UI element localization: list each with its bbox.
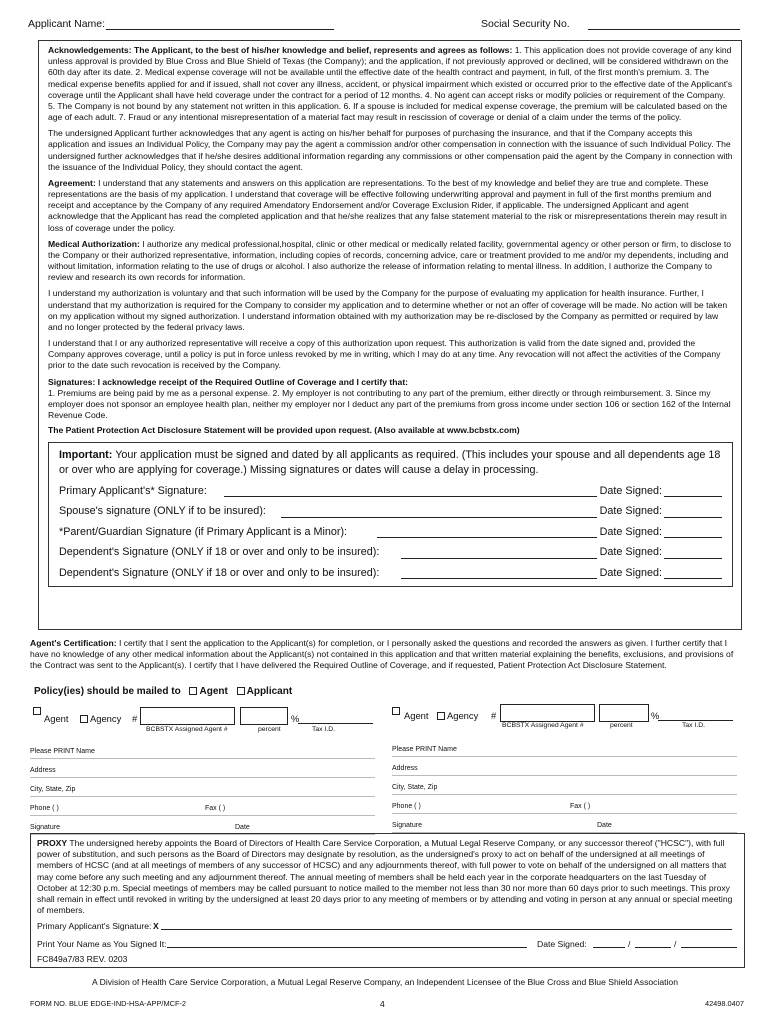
acknowledgements-section [48, 45, 733, 123]
date-signed-line[interactable] [664, 578, 722, 579]
header [28, 18, 740, 32]
applicant-name-label: Applicant Name: [28, 18, 106, 30]
acknowledgements-para2: The undersigned Applicant further acknowledges that any agent is acting on his/her behalf for purposes of purchasing the insurance, and that if the Company accepts this application and issues an Individual Policy, the Company may pay the agent a commission and/or other compensation in connection with the issuance of such Individual Policy. The undersigned further acknowledges that if he/she desires additional information regarding any commissions or other compensation paid the agent by the Company in connection with the issuance of the Individual Policy, they should contact the agent. [48, 128, 733, 172]
city-label: City, State, Zip [392, 783, 438, 791]
ssn-field[interactable] [588, 20, 740, 30]
agency-label: Agency [447, 710, 479, 721]
agent-number-box[interactable] [500, 704, 595, 722]
number-sign: # [132, 713, 138, 724]
form-number: FORM NO. BLUE EDGE-IND-HSA-APP/MCF-2 [30, 999, 187, 1008]
medical-text: I authorize any medical professional,hospital, clinic or other medical or medically related facility, governmental agency or other person or firm, to disclose to the Company or their authorized representative, information, including copies of records, concerning advice, care or treatment provided to me and/or my dependents, including and without limitation, information relating to the use of drugs or alcohol. I also authorize the release of information relating to mental illness. In addition, I authorize the Company to review and research its own records for information. [48, 238, 732, 283]
agency-checkbox[interactable] [437, 712, 445, 720]
print-name-field[interactable] [30, 740, 375, 759]
agent-date-label: Date [597, 821, 612, 829]
date-signed-label: Date Signed: [599, 505, 662, 518]
signatures-text: 1. Premiums are being paid by me as a personal expense. 2. My employer is not contributing to any part of the premium, either directly or through reimbursement. 3. Since my employer does not sponsor an employee health plan, neither my employer nor I deduct any part of the premiums from gross income under section 106 or section 162 of the Internal Revenue Code. [48, 387, 731, 421]
phone-fax-field[interactable] [392, 795, 737, 814]
agent-label: Agent [404, 710, 429, 721]
signature-label: Primary Applicant's* Signature: [59, 484, 207, 497]
proxy-code: FC849a7/83 REV. 0203 [37, 954, 128, 965]
percent-box[interactable] [240, 707, 288, 725]
proxy-date-label: Date Signed: [537, 939, 587, 950]
agent-cert-title: Agent's Certification: [30, 638, 117, 648]
terms-box [38, 40, 742, 630]
date-slash: / [628, 939, 631, 950]
agency-checkbox[interactable] [80, 715, 88, 723]
proxy-date-day[interactable] [635, 947, 671, 948]
signature-line[interactable] [401, 578, 597, 579]
important-title: Important: [59, 448, 113, 461]
agent-cert-text: I certify that I sent the application to the Applicant(s) for completion, or I personally asked the questions and recorded the answers as given. I further certify that I have no knowledge of any other medical information about the Applicant(s) not contained in this application and that written material explaining the benefits, exclusions, and provisions of the Contract was sent to the Applicant(s). I certify that I have delivered the Required Outline of Coverage, and if requested, Patient Protection Act Disclosure Statement. [30, 638, 734, 671]
signature-row [59, 501, 722, 522]
proxy-box [30, 833, 745, 968]
city-field[interactable] [30, 778, 375, 797]
agent-info-right [392, 705, 737, 833]
ssn-label: Social Security No. [481, 18, 570, 30]
proxy-date-month[interactable] [593, 947, 625, 948]
proxy-text [37, 838, 738, 916]
agent-certification [30, 638, 745, 672]
address-field[interactable] [392, 757, 737, 776]
acknowledgements-title: Acknowledgements: The Applicant, to the best of his/her knowledge and belief, represents and agrees as follows: [48, 45, 513, 55]
proxy-signature-x: X [153, 921, 159, 932]
address-label: Address [30, 766, 56, 774]
important-notice [59, 448, 722, 479]
agent-number-box[interactable] [140, 707, 235, 725]
medical-para2: I understand my authorization is voluntary and that such information will be used by the Company for the purpose of evaluating my application for health insurance. Further, I understand that my authorization is required for the Company to consider my application and to determine whether or not an offer of coverage will be made. No action will be taken on my application without my signed authorization. I understand information obtained with my authorization may be re-disclosed by the Company as permitted or required by law and no longer protected by the federal privacy laws. [48, 288, 728, 332]
signature-line[interactable] [281, 517, 597, 518]
acknowledgements-text: 1. This application does not provide coverage of any kind unless approval is provided by Blue Cross and Blue Shield of Texas (the Company); and the application, if not previously approved or declined, will be considered withdrawn on the 60th day after its date. 2. Medical expense coverage will not be available until the effective date of the health contract and payment, in full, of the first month's premium. 3. The medical expense benefits applied for and if issued, shall not cover any illness, accident, or physical impairment which existed or occurred prior to the effective date of the Applicant's coverage until the Applicant shall have held coverage under the contract for a period of 12 months. 4. No agent can accept risks or modify policies or requirement of the Company. 5. The Company is not bound by any statement not written in this application. 6. If a spouse is included for medical expense coverage, the premium will be calculated based on the age of each adult. 7. Fraud or any intentional misrepresentation of a material fact may result in rescission of coverage or denial of a claim under the terms of the policy. [48, 45, 733, 123]
print-name-label: Please PRINT Name [392, 745, 457, 753]
city-field[interactable] [392, 776, 737, 795]
proxy-title: PROXY [37, 838, 68, 848]
print-name-field[interactable] [392, 738, 737, 757]
proxy-print-label: Print Your Name as You Signed It: [37, 939, 167, 950]
phone-label: Phone ( ) [30, 804, 59, 812]
footer-division: A Division of Health Care Service Corporation, a Mutual Legal Reserve Company, an Independent Licensee of the Blue Cross and Blue Shield Association [92, 977, 678, 987]
agent-checkbox[interactable] [33, 707, 41, 715]
agent-info-left [30, 705, 375, 835]
signature-label: *Parent/Guardian Signature (if Primary Applicant is a Minor): [59, 525, 348, 538]
proxy-signature-row [37, 916, 738, 934]
proxy-signature-label: Primary Applicant's Signature: [37, 921, 152, 932]
signatures-title: Signatures: I acknowledge receipt of the Required Outline of Coverage and I certify that: [48, 376, 409, 387]
agent-date-label: Date [235, 823, 250, 831]
agent-id-captions [30, 726, 375, 740]
signature-line[interactable] [401, 558, 597, 559]
signature-row [59, 481, 722, 502]
date-signed-line[interactable] [664, 517, 722, 518]
tax-id-caption: Tax I.D. [682, 722, 706, 729]
percent-box[interactable] [599, 704, 649, 722]
mail-to-agent-checkbox[interactable] [189, 687, 197, 695]
mail-to-selector [34, 685, 292, 698]
proxy-print-row [37, 934, 738, 952]
signature-date-field[interactable] [392, 814, 737, 833]
signature-row [59, 522, 722, 543]
address-label: Address [392, 764, 418, 772]
medical-title: Medical Authorization: [48, 238, 140, 249]
agreement-title: Agreement: [48, 177, 96, 188]
mail-to-label: Policy(ies) should be mailed to [34, 686, 181, 697]
number-sign: # [491, 710, 497, 721]
percent-caption: percent [258, 726, 281, 733]
tax-id-line[interactable] [658, 720, 733, 721]
date-signed-line[interactable] [664, 537, 722, 538]
address-field[interactable] [30, 759, 375, 778]
signatures-section [48, 377, 733, 422]
date-signed-label: Date Signed: [599, 546, 662, 559]
agreement-section [48, 178, 733, 234]
mail-to-applicant-label: Applicant [246, 686, 293, 697]
print-name-label: Please PRINT Name [30, 747, 95, 755]
important-text: Your application must be signed and dated by all applicants as required. (This includes your spouse and all dependents age 18 or over who are applying for coverage.) Missing signatures or dates will cause a delay in processing. [59, 448, 721, 477]
fax-label: Fax ( ) [205, 804, 226, 812]
city-label: City, State, Zip [30, 785, 76, 793]
date-signed-line[interactable] [664, 496, 722, 497]
fax-label: Fax ( ) [570, 802, 591, 810]
signature-label: Dependent's Signature (ONLY if 18 or over and only to be insured): [59, 566, 380, 579]
document-code: 42498.0407 [704, 999, 744, 1008]
date-signed-label: Date Signed: [599, 525, 662, 538]
signature-line[interactable] [377, 537, 597, 538]
medical-para3: I understand that I or any authorized representative will receive a copy of this authorization upon request. This authorization is valid from the date signed and, provided the Company approves coverage, until a policy is put in force unless revoked by me in writing, which I may do at any time. Any revocation will not affect the activities of the Company prior to the date such revocation is received by the Company. [48, 338, 721, 371]
percent-sign: % [651, 710, 660, 721]
signature-label: Dependent's Signature (ONLY if 18 or over and only to be insured): [59, 546, 380, 559]
tax-id-caption: Tax I.D. [312, 726, 336, 733]
page-number: 4 [380, 999, 385, 1009]
agent-label: Agent [44, 713, 69, 724]
applicant-name-field[interactable] [106, 20, 334, 30]
agent-id-captions [392, 722, 737, 738]
proxy-date-year[interactable] [681, 947, 737, 948]
medical-authorization-section [48, 239, 733, 284]
phone-fax-field[interactable] [30, 797, 375, 816]
agent-checkbox[interactable] [392, 707, 400, 715]
signature-row [59, 542, 722, 563]
agent-signature-label: Signature [30, 823, 60, 831]
signature-line[interactable] [224, 496, 597, 497]
signature-row [59, 563, 722, 584]
ppaca-statement: The Patient Protection Act Disclosure Statement will be provided upon request. (Also available at www.bcbstx.com) [48, 425, 520, 436]
agreement-text: I understand that any statements and answers on this application are representations. To the best of my knowledge and belief they are true and complete. These representations are the basis of my application. I understand that coverage will be effective following underwriting approval and payment in full of the first months premium and receipt and acceptance by the Company of any required Amendatory Endorsement and/or Coverage Exclusion Rider, if applicable. The undersigned Applicant and agent acknowledge that the Applicant has read the completed application and that he/she realizes that any false statement material to the risk or misrepresentations therein may result in loss of coverage under the policy. [48, 177, 727, 233]
assigned-agent-caption: BCBSTX Assigned Agent # [502, 722, 584, 729]
important-box [48, 442, 733, 587]
date-signed-label: Date Signed: [599, 484, 662, 497]
percent-caption: percent [610, 722, 633, 729]
proxy-signature-line[interactable] [161, 929, 732, 930]
mail-to-applicant-checkbox[interactable] [237, 687, 245, 695]
agent-signature-label: Signature [392, 821, 422, 829]
tax-id-line[interactable] [298, 723, 373, 724]
date-signed-line[interactable] [664, 558, 722, 559]
proxy-print-line[interactable] [167, 947, 527, 948]
date-slash: / [674, 939, 677, 950]
date-signed-label: Date Signed: [599, 566, 662, 579]
assigned-agent-caption: BCBSTX Assigned Agent # [146, 726, 228, 733]
phone-label: Phone ( ) [392, 802, 421, 810]
agency-label: Agency [90, 713, 122, 724]
mail-to-agent-label: Agent [199, 686, 228, 697]
signature-label: Spouse's signature (ONLY if to be insured): [59, 505, 266, 518]
percent-sign: % [291, 713, 300, 724]
proxy-body: The undersigned hereby appoints the Board of Directors of Health Care Service Corporation, a Mutual Legal Reserve Company, or any successor thereof ("HCSC"), with full power of substitution, and such persons as the Board of Directors may designate by resolution, as the undersigned's proxy to act on behalf of the undersigned at all meetings of members of HCSC (and at all meetings of members of any successor of HCSC) and any adjournments thereof, with full power to vote on behalf of the undersigned on all matters that may come before any such meeting and any adjournment thereof. The annual meeting of members shall be held each year in the corporate headquarters on the last Tuesday of October at 12:30 p.m. Special meetings of members may be called pursuant to notice mailed to the member not less than 30 nor more than 60 days prior to such meetings. This proxy shall remain in effect until revoked in writing by the undersigned at least 20 days prior to any meeting of members or by attending and voting in person at any annual or special meeting of members. [37, 838, 733, 916]
